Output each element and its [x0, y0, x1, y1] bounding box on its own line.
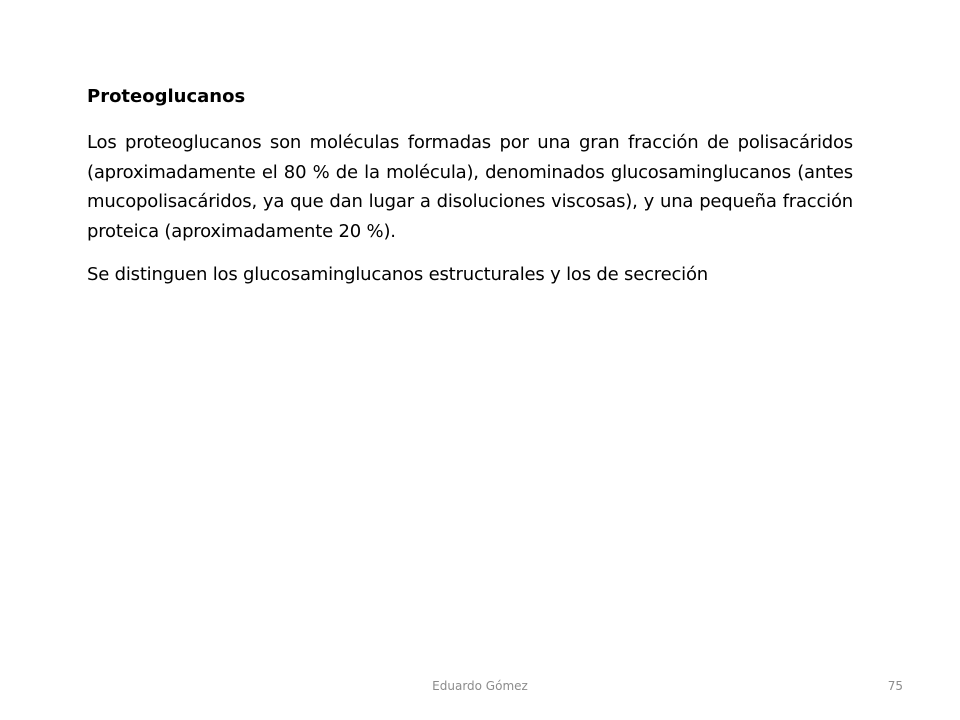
footer-author: Eduardo Gómez [432, 679, 528, 693]
body-paragraph-definition: Los proteoglucanos son moléculas formadas por una gran fracción de polisacáridos (aproximadamente el 80 % de la molécula), denominados glucosaminglucanos (antes mucopolisacáridos, ya que dan lugar a disoluciones viscosas), y una pequeña fracción proteica (aproximadamente 20 %). [87, 132, 853, 242]
body-paragraph-types: Se distinguen los glucosaminglucanos estructurales y los de secreción [87, 264, 708, 285]
slide-content [87, 82, 853, 304]
slide-heading: Proteoglucanos [87, 86, 246, 107]
page-number: 75 [887, 679, 903, 693]
